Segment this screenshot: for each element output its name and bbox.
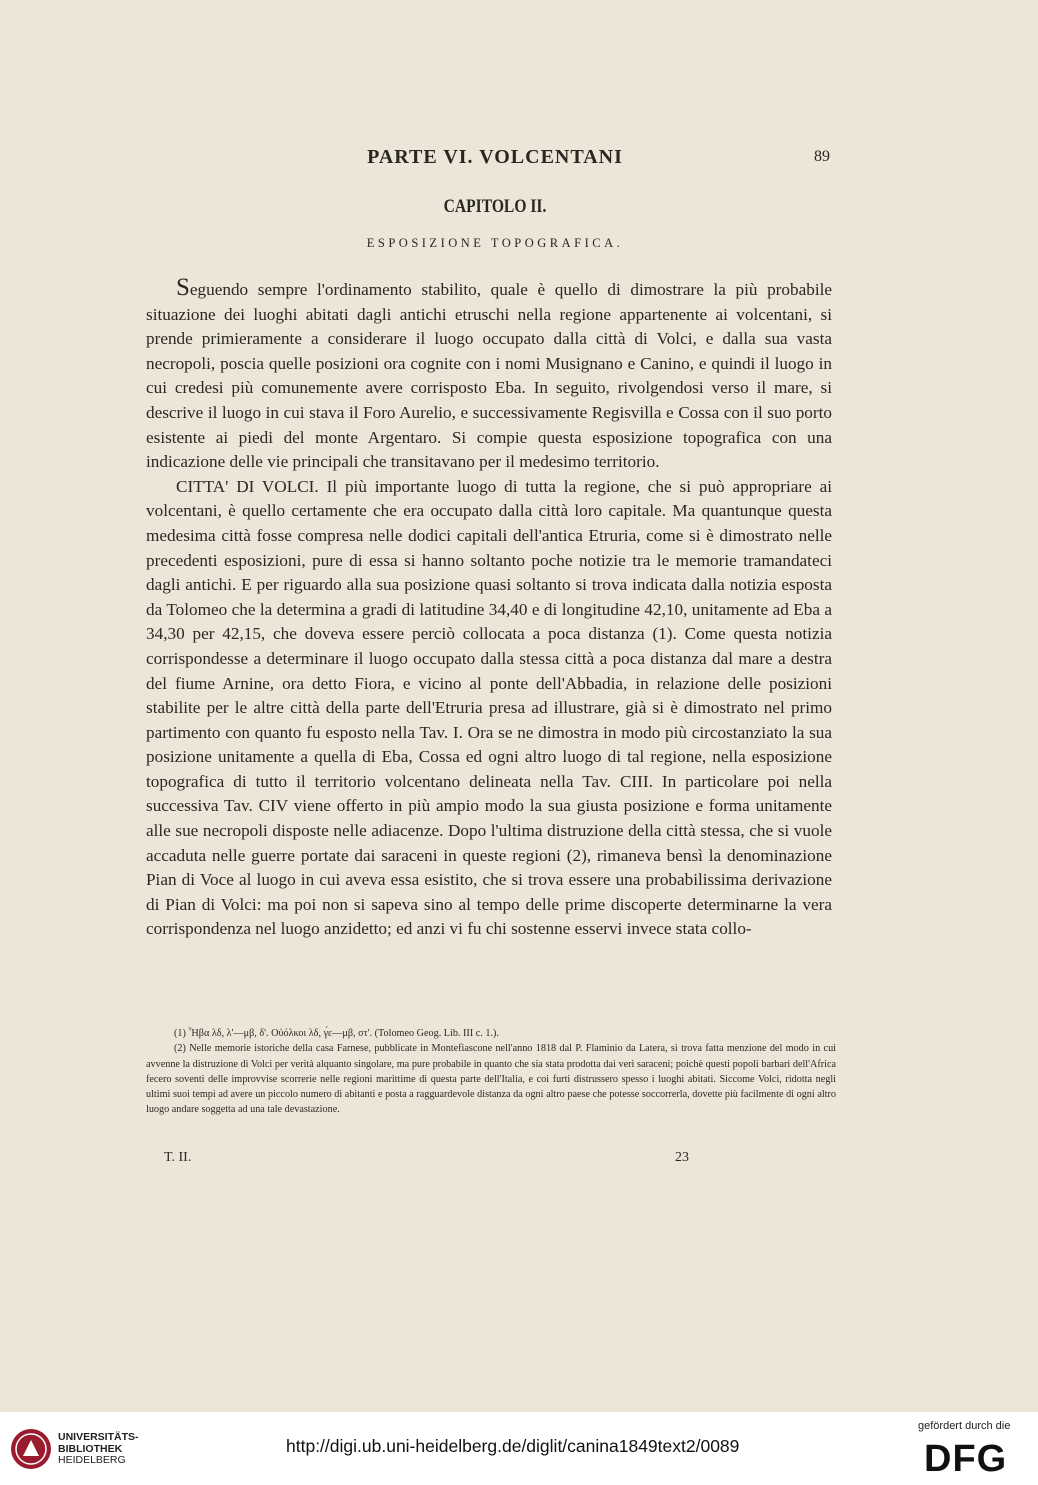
running-head — [150, 146, 840, 169]
library-name — [58, 1432, 139, 1467]
sheet-number: 23 — [675, 1150, 689, 1165]
chapter-title: CAPITOLO II. — [443, 196, 547, 217]
footnote-2: (2) Nelle memorie istoriche della casa Farnese, pubblicate in Montefiascone nell'anno 1818 dal P. Flaminio da Latera, si trova fatta menzione del modo in cui avvenne la distruzione di Volci per verità alquanto singolare, ma pure probabile in quanto che sia stata prodotta dai veri saraceni; poichè questi popoli barbari dell'Africa fecero soventi delle improvvise scorrerie nelle regioni marittime di questa parte dell'Italia, e coi furti distrussero spesso i luoghi abitati. Siccome Volci, ridotta negli ultimi suoi tempi ad avere un piccolo numero di abitanti e posta a ragguardevole distanza da ogni altro paese che potesse soccorrerla, dovette più facilmente di ogni altro luogo andare soggetta ad una tale devastazione. — [146, 1043, 836, 1116]
permalink-url[interactable]: http://digi.ub.uni-heidelberg.de/diglit/canina1849text2/0089 — [286, 1436, 740, 1456]
library-line-2: BIBLIOTHEK — [58, 1442, 123, 1455]
library-line-3: HEIDELBERG — [58, 1454, 126, 1466]
paragraph-1-text: eguendo sempre l'ordinamento stabilito, quale è quello di dimostrare la più probabile situazione dei luoghi abitati dagli antichi etruschi nella regione appartenente ai volcentani, si prende primieramente a considerare il luogo occupato dalla città di Volci, e dalla sua vasta necropoli, poscia quelle posizioni ora cognite con i nomi Musignano e Canino, e quindi il luogo in cui credesi più comunemente avere corrisposto Eba. In seguito, rivolgendosi verso il mare, si descrive il luogo in cui stava il Foro Aurelio, e successivamente Regisvilla e Cossa con il suo porto esistente ai piedi del monte Argentaro. Si compie questa esposizione topografica con una indicazione delle vie principali che transitavano per il medesimo territorio. — [146, 280, 832, 472]
paragraph-1 — [146, 274, 832, 475]
section-title: ESPOSIZIONE TOPOGRAFICA. — [366, 236, 624, 250]
footnote-1: (1) Ἦβα λδ, λ'—μβ, δ'. Οὐόλκοι λδ, γ́ε—μβ, στ'. (Tolomeo Geog. Lib. III c. 1.). — [174, 1028, 499, 1039]
paragraph-2: CITTA' DI VOLCI. Il più importante luogo di tutta la regione, che si può appropriare ai volcentani, è quello certamente che era occupato dalla città loro capitale. Ma quantunque questa medesima città fosse compresa nelle dodici capitali dell'antica Etruria, come si è dimostrato nelle precedenti esposizioni, pure di essa si hanno soltanto poche notizie tra le memorie tramandateci dagli antichi. E per riguardo alla sua posizione quasi soltanto si trova indicata dalla notizia esposta da Tolomeo che la determina a gradi di latitudine 34,40 e di longitudine 42,10, unitamente ad Eba a 34,30 per 42,15, che doveva essere perciò collocata a poca distanza (1). Come questa notizia corrispondesse a determinare il luogo occupato dalla stessa città a poca distanza dal mare a destra del fiume Arnine, ora detto Fiora, e vicino al ponte dell'Abbadia, in relazione delle posizioni stabilite per le altre città della parte dell'Etruria presa ad illustrare, già si è dimostrato nel primo partimento con quanto fu esposto nella Tav. I. Ora se ne dimostra in modo più circostanziato la sua posizione unitamente a quella di Eba, Cossa ed ogni altro luogo di tal regione, nella esposizione topografica di tutto il territorio volcentano delineata nella Tav. CIII. In particolare poi nella successiva Tav. CIV viene offerto in più ampio modo la sua giusta posizione e forma unitamente alle sue necropoli disposte nelle adiacenze. Dopo l'ultima distruzione della città stessa, che si vuole accaduta nelle guerre portate dai saraceni in queste regioni (2), rimaneva bensì la denominazione Pian di Voce al luogo in cui aveva essa esistito, che si trova essere una probabilissima derivazione di Pian di Volci: ma poi non si sapeva sino al tempo delle prime discoperte determinarne la vera corrispondenza nel luogo anzidetto; ed anzi vi fu chi sostenne esservi invece stata collo- — [146, 476, 832, 939]
library-line-1: UNIVERSITÄTS- — [58, 1431, 139, 1443]
site-footer — [0, 1412, 1038, 1485]
body-text — [146, 274, 832, 942]
page-number: 89 — [814, 148, 830, 165]
signature-mark: T. II. — [164, 1150, 192, 1165]
funding-caption: gefördert durch die — [918, 1420, 1011, 1432]
running-title: PARTE VI. VOLCENTANI — [367, 146, 623, 168]
dfg-logo: DFG — [924, 1438, 1008, 1480]
library-seal-icon — [10, 1428, 52, 1470]
footnotes — [146, 1026, 836, 1118]
initial-letter: S — [176, 274, 190, 301]
